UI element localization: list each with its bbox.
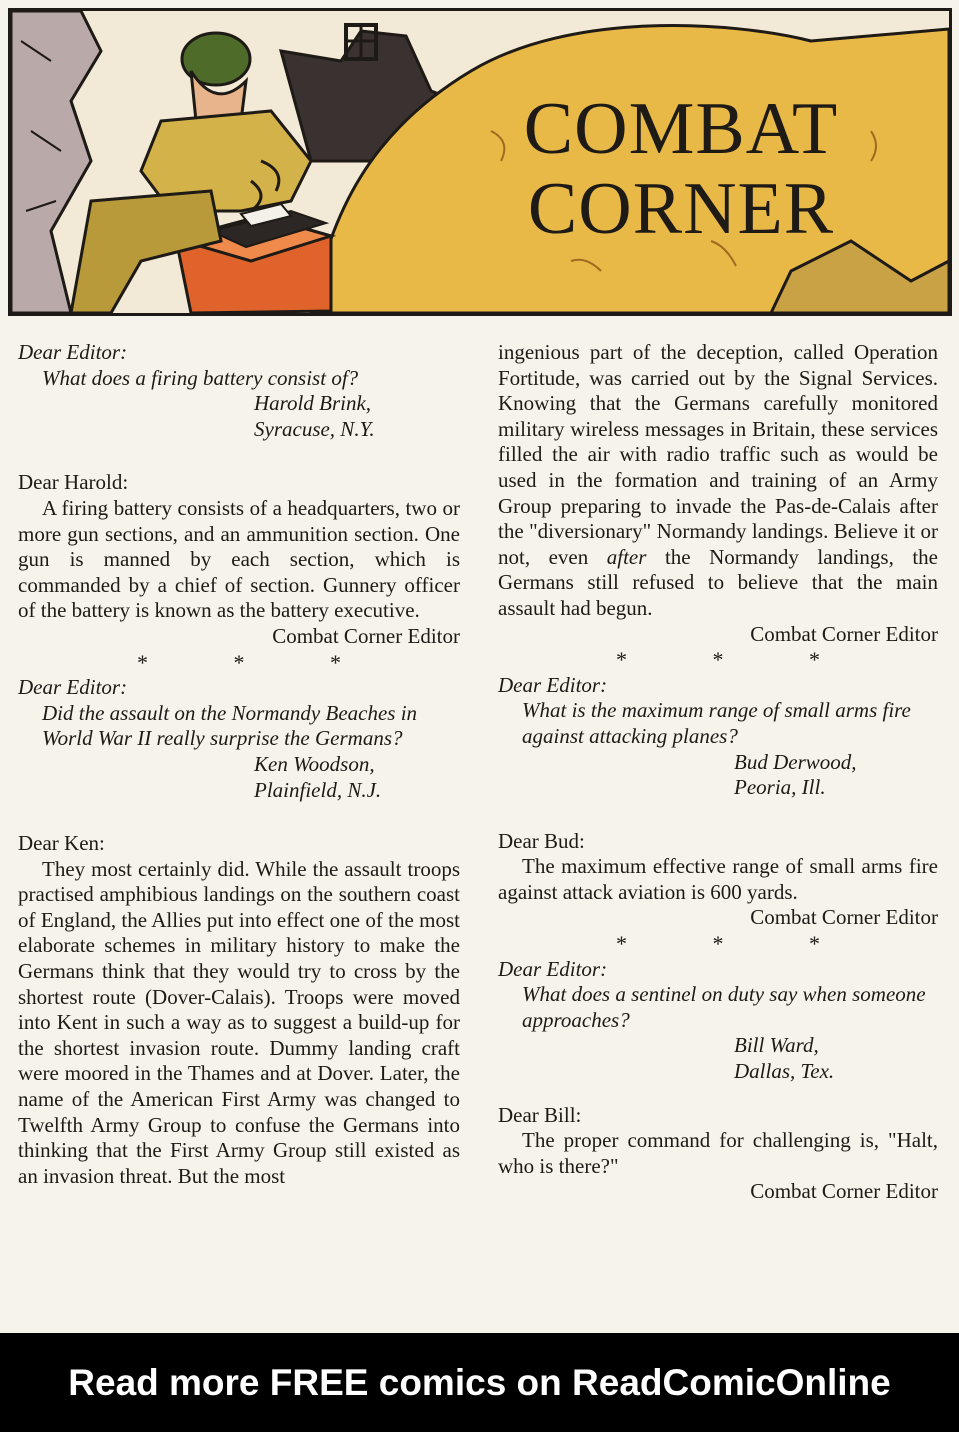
- letter2-reply-part2-a: ingenious part of the deception, called Operation Fortitude, was carried out by the Signal Services. Knowing that the Germans carefully monitored military wireless messages in Britain, these services filled the air with radio traffic such as would be used in the formation and training of an Army Group preparing to invade the Pas-de-Calais after the "diversionary" Normandy landings. Believe it or not, even: [498, 340, 938, 569]
- letter4-sender-place: Dallas, Tex.: [734, 1059, 835, 1084]
- letter4-reply-salutation: Dear Bill:: [498, 1102, 582, 1127]
- letter2-sender-place: Plainfield, N.J.: [254, 777, 382, 802]
- letter3-sender-place: Peoria, Ill.: [734, 775, 826, 800]
- letter2-salutation: Dear Editor:: [18, 675, 128, 700]
- banner-title: [511, 89, 851, 249]
- letter2-question: Did the assault on the Normandy Beaches in World War II really surprise the Germans?: [42, 700, 418, 751]
- letter2-sender-name: Ken Woodson,: [254, 751, 375, 776]
- letter3-salutation: Dear Editor:: [498, 672, 608, 697]
- letter2-reply-part2: [498, 340, 938, 622]
- letter1-sender-place: Syracuse, N.Y.: [254, 416, 375, 441]
- letter4-salutation: Dear Editor:: [498, 956, 608, 981]
- left-column: [18, 340, 460, 1189]
- letter1-salutation: Dear Editor:: [18, 340, 128, 364]
- letter1-reply: A firing battery consists of a headquarters, two or more gun sections, and an ammunition section. One gun is manned by each section, which is commanded by a chief of section. Gunnery officer of the battery is known as the battery executive.: [18, 495, 460, 623]
- letter2-reply-part2-b: the Normandy landings, the Germans still refused to believe that the main assault had begun.: [498, 544, 938, 620]
- letter2-reply-salutation: Dear Ken:: [18, 831, 105, 856]
- letter3-sender-name: Bud Derwood,: [734, 749, 857, 774]
- banner-title-line2: CORNER: [527, 168, 835, 250]
- letter3-reply-salutation: Dear Bud:: [498, 828, 585, 853]
- letter4-reply-signature: Combat Corner Editor: [750, 1179, 938, 1204]
- letter2-reply-part1: They most certainly did. While the assault troops practised amphibious landings on the southern coast of England, the Allies put into effect one of the most elaborate schemes in military history to make the Germans think that they would try to cross by the shortest route (Dover-Calais). Troops were moved into Kent in such a way as to suggest a build-up for the shortest invasion route. Dummy landing craft were moored in the Thames and at Dover. Later, the name of the American First Army was changed to Twelfth Army Group to confuse the Germans into thinking that the First Army Group still existed as an invasion threat. But the most: [18, 856, 460, 1188]
- letter3-reply: The maximum effective range of small arms fire against attack aviation is 600 yards.: [498, 854, 938, 904]
- readcomiconline-footer-link[interactable]: [0, 1333, 959, 1432]
- letter4-sender-name: Bill Ward,: [734, 1033, 819, 1058]
- letter1-reply-signature: Combat Corner Editor: [272, 623, 460, 648]
- banner-title-line1: COMBAT: [523, 88, 839, 170]
- letter2-reply-signature: Combat Corner Editor: [750, 621, 938, 646]
- separator-stars: * * *: [616, 931, 860, 957]
- letter4-question: What does a sentinel on duty say when someone approaches?: [522, 982, 926, 1032]
- footer-text[interactable]: Read more FREE comics on ReadComicOnline: [68, 1361, 891, 1403]
- letter1-question: What does a firing battery consist of?: [42, 365, 359, 390]
- separator-stars: * * *: [616, 647, 860, 673]
- right-column: [498, 340, 938, 1205]
- letter4-reply: The proper command for challenging is, "Halt, who is there?": [498, 1128, 938, 1178]
- combat-corner-banner: [8, 8, 952, 316]
- letter3-question: What is the maximum range of small arms fire against attacking planes?: [522, 698, 911, 748]
- letter3-reply-signature: Combat Corner Editor: [750, 905, 938, 930]
- letter1-reply-salutation: Dear Harold:: [18, 470, 129, 495]
- letter2-reply-emphasis: after: [606, 544, 647, 569]
- separator-stars: * * *: [137, 649, 381, 675]
- letter1-sender-name: Harold Brink,: [254, 391, 372, 416]
